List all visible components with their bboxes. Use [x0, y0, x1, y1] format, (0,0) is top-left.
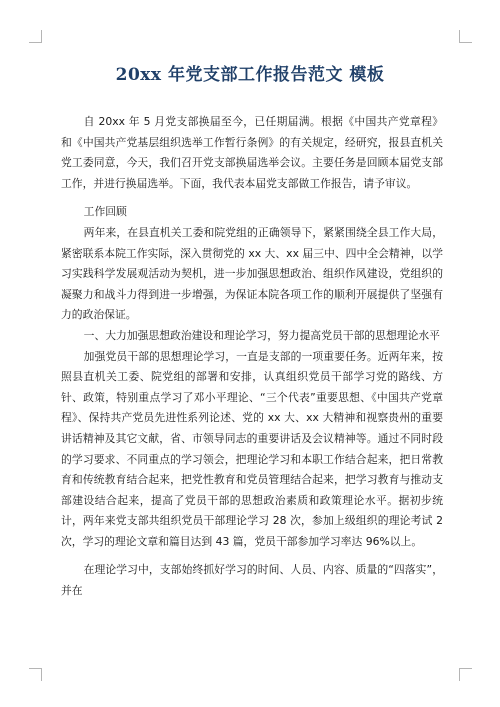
document-title: 20xx 年党支部工作报告范文 模板 — [115, 65, 385, 85]
section-heading-work-review: 工作回顾 — [83, 205, 127, 219]
paragraph-intro: 自 20xx 年 5 月党支部换届至今，已任期届满。根据《中国共产党章程》和《中国共产党基层组织选举工作暂行条例》的有关规定，经研究，报县直机关党工委同意，今天，我们召开党支部换届选举会议。主要任务是回顾本届党支部工作，并进行换届选举。下面，我代表本届党支部做工作报告，请予审议。 — [61, 115, 443, 190]
crop-mark-top-right — [459, 30, 472, 43]
section-heading-1: 一、大力加强思想政治建设和理论学习，努力提高党员干部的思想理论水平 — [83, 328, 440, 342]
crop-mark-bottom-left — [29, 668, 42, 681]
crop-mark-top-left — [29, 30, 42, 43]
paragraph-four-implementations: 在理论学习中，支部始终抓好学习的时间、人员、内容、质量的“四落实”，并在 — [61, 563, 443, 598]
paragraph-overview: 两年来，在县直机关工委和院党组的正确领导下，紧紧围绕全县工作大局，紧密联系本院工作实际，深入贯彻党的 xx 大、xx 届三中、四中全会精神，以学习实践科学发展观活动为契机，进一步加强思想政治、组织作风建设，党组织的凝聚力和战斗力得到进一步增强，为保证本院各项工作的顺利开展提供了坚强有力的政治保证。 — [61, 225, 443, 322]
crop-mark-bottom-right — [459, 668, 472, 681]
paragraph-study: 加强党员干部的思想理论学习，一直是支部的一项重要任务。近两年来，按照县直机关工委、院党组的部署和安排，认真组织党员干部学习党的路线、方针、政策，特别重点学习了邓小平理论、“三个代表”重要思想、《中国共产党章程》、保持共产党员先进性系列论述、党的 xx 大、xx 大精神和视察贵州的重要讲话精神及其它文献，省、市领导同志的重要讲话及会议精神等。通过不同时段的学习要求、不同重点的学习领会，把理论学习和本职工作结合起来，把日常教育和传统教育结合起来，把党性教育和党员管理结合起来，把学习教育与推动支部建设结合起来，提高了党员干部的思想政治素质和政策理论水平。据初步统计，两年来党支部共组织党员干部理论学习 28 次，参加上级组织的理论考试 2 次，学习的理论文章和篇目达到 43 篇，党员干部参加学习率达 96%以上。 — [61, 349, 443, 548]
document-body — [61, 112, 443, 602]
